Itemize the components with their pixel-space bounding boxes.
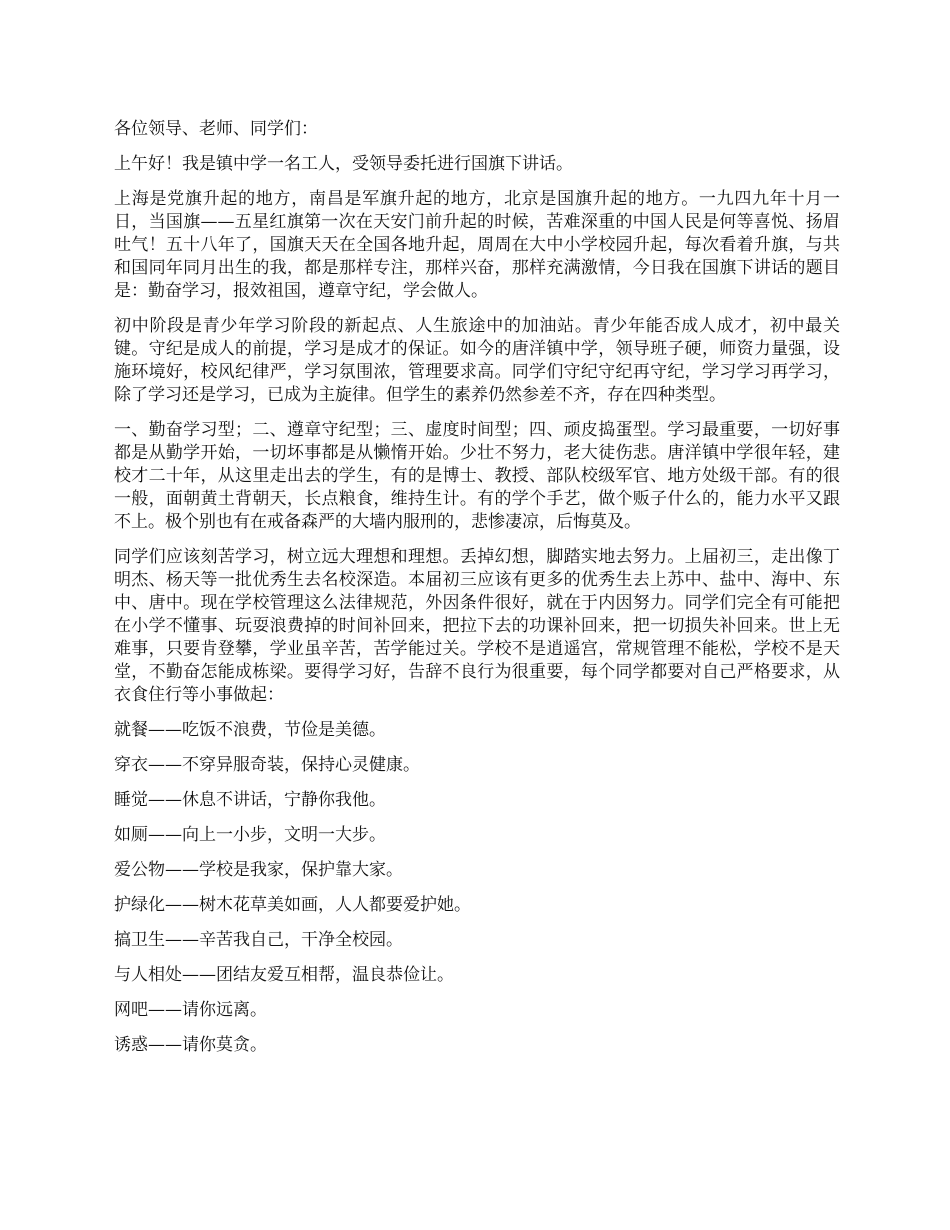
rule-item: 爱公物——学校是我家，保护靠大家。 bbox=[114, 860, 403, 880]
rule-item: 诱惑——请你莫贪。 bbox=[114, 1035, 267, 1055]
rule-item: 如厕——向上一小步，文明一大步。 bbox=[114, 825, 386, 845]
greeting-paragraph: 上午好！我是镇中学一名工人，受领导委托进行国旗下讲话。 bbox=[114, 154, 573, 174]
rule-item: 搞卫生——辛苦我自己，干净全校园。 bbox=[114, 930, 403, 950]
salutation: 各位领导、老师、同学们： bbox=[114, 119, 318, 139]
rule-item: 睡觉——休息不讲话，宁静你我他。 bbox=[114, 790, 386, 810]
body-paragraph: 一、勤奋学习型；二、遵章守纪型；三、虚度时间型；四、顽皮捣蛋型。学习最重要，一切好事都是从勤学开始，一切坏事都是从懒惰开始。少壮不努力，老大徒伤悲。唐洋镇中学很年轻，建校才二十年，从这里走出去的学生，有的是博士、教授、部队校级军官、地方处级干部。有的很一般，面朝黄土背朝天，长点粮食，维持生计。有的学个手艺，做个贩子什么的，能力水平又跟不上。极个别也有在戒备森严的大墙内服刑的，悲惨凄凉，后悔莫及。 bbox=[114, 420, 840, 532]
rule-item: 网吧——请你远离。 bbox=[114, 1000, 267, 1020]
rule-item: 穿衣——不穿异服奇装，保持心灵健康。 bbox=[114, 755, 420, 775]
body-paragraph: 同学们应该刻苦学习，树立远大理想和理想。丢掉幻想，脚踏实地去努力。上届初三，走出像丁明杰、杨天等一批优秀生去名校深造。本届初三应该有更多的优秀生去上苏中、盐中、海中、东中、唐中。现在学校管理这么法律规范，外因条件很好，就在于内因努力。同学们完全有可能把在小学不懂事、玩耍浪费掉的时间补回来，把拉下去的功课补回来，把一切损失补回来。世上无难事，只要肯登攀，学业虽辛苦，苦学能过关。学校不是逍遥宫，常规管理不能松，学校不是天堂，不勤奋怎能成栋梁。要得学习好，告辞不良行为很重要，每个同学都要对自己严格要求，从衣食住行等小事做起： bbox=[114, 547, 840, 705]
rule-item: 与人相处——团结友爱互相帮，温良恭俭让。 bbox=[114, 965, 454, 985]
rule-item: 就餐——吃饭不浪费，节俭是美德。 bbox=[114, 720, 386, 740]
body-paragraph: 初中阶段是青少年学习阶段的新起点、人生旅途中的加油站。青少年能否成人成才，初中最关键。守纪是成人的前提，学习是成才的保证。如今的唐洋镇中学，领导班子硬，师资力量强，设施环境好，校风纪律严，学习氛围浓，管理要求高。同学们守纪守纪再守纪，学习学习再学习，除了学习还是学习，已成为主旋律。但学生的素养仍然参差不齐，存在四种类型。 bbox=[114, 316, 840, 405]
document-body bbox=[114, 118, 840, 1069]
rule-item: 护绿化——树木花草美如画，人人都要爱护她。 bbox=[114, 895, 471, 915]
body-paragraph: 上海是党旗升起的地方，南昌是军旗升起的地方，北京是国旗升起的地方。一九四九年十月一日，当国旗——五星红旗第一次在天安门前升起的时候，苦难深重的中国人民是何等喜悦、扬眉吐气！五十八年了，国旗天天在全国各地升起，周周在大中小学校园升起，每次看着升旗，与共和国同年同月出生的我，都是那样专注，那样兴奋，那样充满激情，今日我在国旗下讲话的题目是：勤奋学习，报效祖国，遵章守纪，学会做人。 bbox=[114, 189, 840, 301]
